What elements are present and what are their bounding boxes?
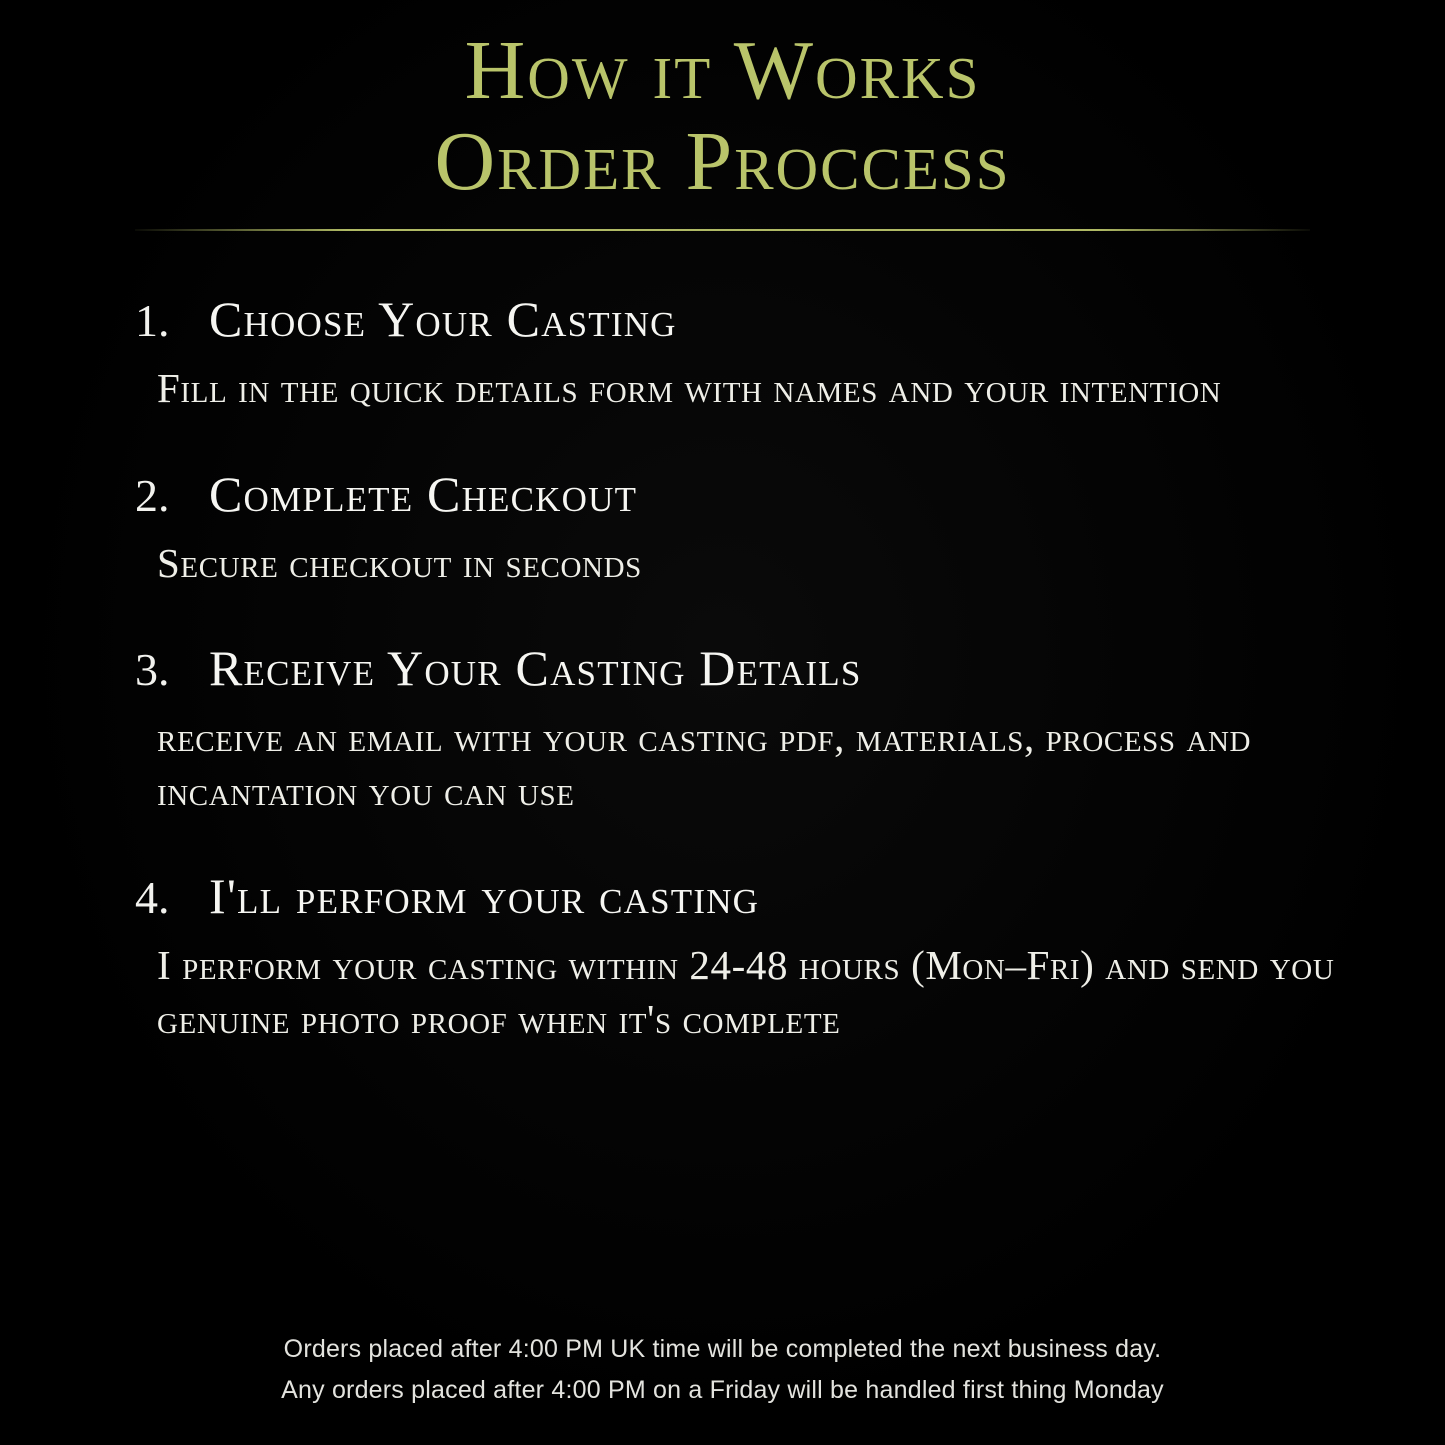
step-item <box>135 639 1335 818</box>
step-number: 4. <box>135 871 170 923</box>
step-header <box>135 639 1335 696</box>
title-divider <box>135 229 1310 231</box>
step-header <box>135 867 1335 924</box>
footer-line-1: Orders placed after 4:00 PM UK time will be completed the next business day. <box>283 1334 1162 1363</box>
step-title: Receive Your Casting Details <box>209 639 862 696</box>
step-description: I perform your casting within 24-48 hours (Mon–Fri) and send you genuine photo proof when it's complete <box>157 941 1335 1042</box>
step-item <box>135 293 1335 415</box>
page-title-line-1: How it Works <box>464 24 981 117</box>
step-number: 2. <box>135 469 170 521</box>
step-description: Fill in the quick details form with names and your intention <box>157 365 1222 412</box>
footer-note <box>0 1329 1445 1445</box>
step-header <box>135 293 1335 347</box>
header <box>0 0 1445 231</box>
step-item <box>135 465 1335 590</box>
step-description: receive an email with your casting pdf, materials, process and incantation you can use <box>157 713 1252 814</box>
step-header <box>135 465 1335 522</box>
step-number: 1. <box>135 295 170 347</box>
step-title: Choose Your Casting <box>209 291 677 348</box>
steps-list <box>0 293 1445 1328</box>
step-title: I'll perform your casting <box>209 867 760 924</box>
footer-line-2: Any orders placed after 4:00 PM on a Friday will be handled first thing Monday <box>281 1375 1164 1404</box>
step-description: Secure checkout in seconds <box>157 539 642 586</box>
step-number: 3. <box>135 643 170 695</box>
page-title-line-2: Order Proccess <box>434 114 1011 208</box>
step-title: Complete Checkout <box>209 465 638 522</box>
step-item <box>135 867 1335 1046</box>
